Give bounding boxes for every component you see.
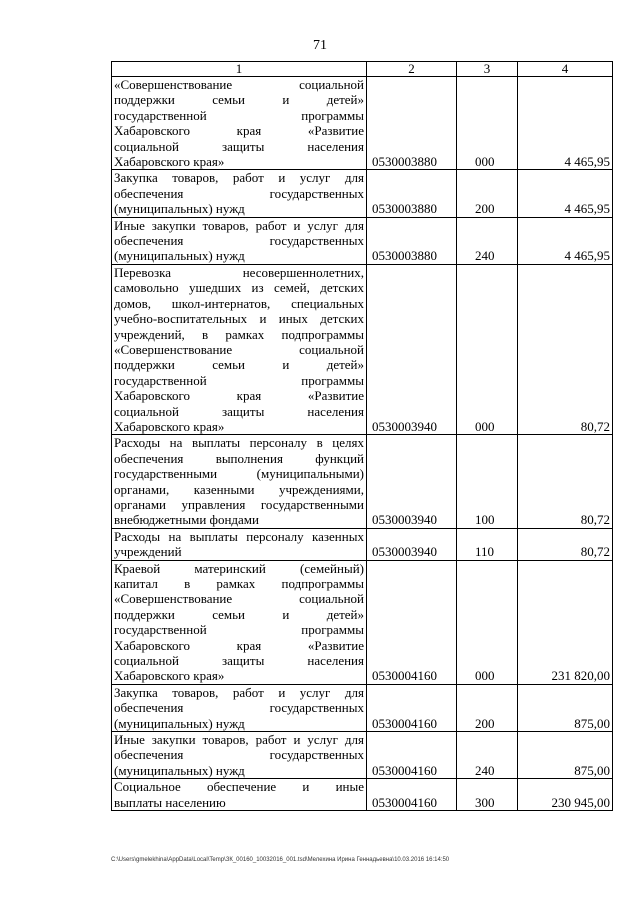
description-word: социальной <box>299 77 364 92</box>
row-expense-type: 200 <box>457 170 518 217</box>
description-line <box>114 280 364 295</box>
description-word: Хабаровского края» <box>114 154 225 170</box>
description-word: товаров, <box>172 684 219 700</box>
table-row <box>112 560 613 684</box>
row-amount: 875,00 <box>518 684 613 731</box>
description-word: работ <box>232 684 264 700</box>
description-word: управления <box>181 496 246 512</box>
description-word: семей, <box>273 280 310 296</box>
description-word: товаров, <box>172 170 219 186</box>
row-code: 0530004160 <box>367 684 457 731</box>
description-line <box>114 700 364 715</box>
description-word: для <box>344 732 364 748</box>
description-word: «Совершенствование <box>114 591 233 607</box>
description-word: и <box>282 357 290 373</box>
row-amount: 4 465,95 <box>518 77 613 170</box>
description-line <box>114 716 364 731</box>
description-word: услуг <box>307 732 338 748</box>
description-word: для <box>344 217 364 233</box>
description-word: услуг <box>299 170 331 186</box>
description-line <box>114 388 364 403</box>
description-word: «Совершенствование <box>114 77 233 92</box>
header-col-1: 1 <box>112 62 367 77</box>
description-word: Расходы <box>114 528 161 544</box>
description-line <box>114 529 364 544</box>
description-word: специальных <box>291 295 364 311</box>
row-expense-type: 000 <box>457 77 518 170</box>
description-word: программы <box>301 372 364 388</box>
row-amount: 4 465,95 <box>518 170 613 217</box>
description-word: государственных <box>269 747 364 763</box>
description-line <box>114 747 364 762</box>
description-word: в <box>184 576 191 591</box>
description-word: закупки <box>151 732 196 748</box>
row-code: 0530003940 <box>367 264 457 434</box>
row-code: 0530003880 <box>367 77 457 170</box>
row-code: 0530003940 <box>367 435 457 528</box>
description-word: иные <box>335 779 364 795</box>
description-line <box>114 779 364 794</box>
description-word: закупки <box>151 217 196 233</box>
description-word: поддержки <box>114 606 175 622</box>
description-word: государственных <box>269 700 364 716</box>
table-row <box>112 732 613 779</box>
description-line <box>114 653 364 668</box>
description-word: товаров, <box>202 217 249 233</box>
row-amount: 230 945,00 <box>518 779 613 811</box>
description-word: детей» <box>326 357 364 373</box>
row-expense-type: 300 <box>457 779 518 811</box>
row-code: 0530004160 <box>367 732 457 779</box>
description-word: Хабаровского края» <box>114 668 225 684</box>
description-line <box>114 170 364 185</box>
description-word: защиты <box>222 138 265 154</box>
description-word: услуг <box>299 684 331 700</box>
description-word: Иные <box>114 217 145 233</box>
description-line <box>114 311 364 326</box>
description-line <box>114 622 364 637</box>
description-word: (семейный) <box>300 560 364 576</box>
description-line <box>114 357 364 372</box>
description-line <box>114 419 364 434</box>
description-line <box>114 342 364 357</box>
description-word: социальной <box>114 653 179 669</box>
table-row <box>112 528 613 560</box>
description-word: ушедших <box>189 280 242 296</box>
row-description <box>112 732 367 779</box>
footer-file-path: C:\Users\gmelekhina\AppData\Local\Temp\ЗК_00160_10032016_001.tsd\Мелехина Ирина Геннадьевна\10.03.2016 16:14:50 <box>111 857 450 863</box>
description-word: Закупка <box>114 170 158 186</box>
description-line <box>114 373 364 388</box>
description-line <box>114 92 364 107</box>
description-word: (муниципальных) нужд <box>114 201 245 217</box>
description-word: несовершеннолетних, <box>242 264 364 280</box>
description-line <box>114 732 364 747</box>
description-word: органами, <box>114 481 170 497</box>
description-word: «Совершенствование <box>114 341 233 357</box>
description-line <box>114 186 364 201</box>
row-amount: 80,72 <box>518 435 613 528</box>
description-line <box>114 77 364 92</box>
description-word: рамках <box>216 576 256 591</box>
description-word: Хабаровского <box>114 637 191 653</box>
description-word: персоналу <box>249 435 307 451</box>
description-line <box>114 451 364 466</box>
description-word: материнский <box>194 560 266 576</box>
description-word: персоналу <box>246 528 304 544</box>
description-line <box>114 544 364 559</box>
description-word: «Развитие <box>307 637 364 653</box>
description-word: и <box>259 311 267 327</box>
description-line <box>114 139 364 154</box>
description-word: детей» <box>326 606 364 622</box>
row-expense-type: 000 <box>457 264 518 434</box>
description-word: социальной <box>114 403 179 419</box>
description-word: программы <box>301 622 364 638</box>
table-row <box>112 217 613 264</box>
description-line <box>114 154 364 169</box>
description-line <box>114 296 364 311</box>
row-description <box>112 217 367 264</box>
description-word: края <box>236 637 262 653</box>
description-word: казенных <box>312 528 364 544</box>
description-line <box>114 576 364 591</box>
description-line <box>114 763 364 778</box>
description-word: и <box>293 217 301 233</box>
description-word: Социальное <box>114 779 181 795</box>
table-row <box>112 684 613 731</box>
description-word: подпрограммы <box>281 326 364 342</box>
description-word: на <box>169 435 183 451</box>
row-expense-type: 240 <box>457 732 518 779</box>
header-col-4: 4 <box>518 62 613 77</box>
row-description <box>112 684 367 731</box>
table-row <box>112 779 613 811</box>
description-word: поддержки <box>114 357 175 373</box>
description-word: обеспечения <box>114 185 184 201</box>
description-word: работ <box>255 217 287 233</box>
description-word: социальной <box>114 138 179 154</box>
description-line <box>114 482 364 497</box>
description-word: государственной <box>114 107 207 123</box>
description-word: края <box>236 388 262 404</box>
description-word: государственных <box>269 233 364 249</box>
description-word: детских <box>320 280 364 296</box>
row-description <box>112 170 367 217</box>
description-word: социальной <box>299 591 364 607</box>
description-line <box>114 404 364 419</box>
description-word: населения <box>307 403 364 419</box>
description-word: государственной <box>114 622 207 638</box>
description-line <box>114 497 364 512</box>
description-word: из <box>251 280 264 296</box>
description-line <box>114 591 364 606</box>
description-word: учреждениями, <box>278 481 364 497</box>
description-line <box>114 123 364 138</box>
description-word: и <box>293 732 301 748</box>
description-line <box>114 512 364 527</box>
description-word: Перевозка <box>114 264 172 280</box>
row-amount: 231 820,00 <box>518 560 613 684</box>
description-word: Иные <box>114 732 145 748</box>
header-col-2: 2 <box>367 62 457 77</box>
table-row <box>112 77 613 170</box>
description-word: работ <box>232 170 264 186</box>
description-word: выплаты населению <box>114 794 226 810</box>
description-word: обеспечения <box>114 450 184 466</box>
row-code: 0530004160 <box>367 779 457 811</box>
row-description <box>112 435 367 528</box>
description-word: обеспечения <box>114 747 184 763</box>
description-word: обеспечения <box>114 700 184 716</box>
description-word: и <box>282 92 290 108</box>
description-line <box>114 466 364 481</box>
table-row <box>112 264 613 434</box>
description-word: в <box>316 435 323 451</box>
description-word: товаров, <box>202 732 249 748</box>
row-amount: 80,72 <box>518 528 613 560</box>
description-word: детских <box>320 311 364 327</box>
description-word: функций <box>315 450 364 466</box>
row-code: 0530003880 <box>367 170 457 217</box>
row-expense-type: 240 <box>457 217 518 264</box>
description-word: органами <box>114 496 167 512</box>
description-word: подпрограммы <box>281 576 364 591</box>
description-word: для <box>344 170 364 186</box>
description-word: семьи <box>212 357 246 373</box>
description-word: учреждений, <box>114 326 185 342</box>
description-word: иных <box>278 311 308 327</box>
description-line <box>114 218 364 233</box>
row-code: 0530003940 <box>367 528 457 560</box>
page-number: 71 <box>313 38 327 53</box>
description-line <box>114 108 364 123</box>
description-word: государственными <box>260 496 364 512</box>
description-word: самовольно <box>114 280 179 296</box>
description-line <box>114 668 364 683</box>
row-description <box>112 264 367 434</box>
description-word: услуг <box>307 217 338 233</box>
description-word: обеспечения <box>114 233 184 249</box>
budget-table <box>111 61 613 811</box>
description-word: государственными <box>114 466 218 482</box>
description-word: поддержки <box>114 92 175 108</box>
description-word: выплаты <box>191 435 241 451</box>
description-line <box>114 233 364 248</box>
description-line <box>114 685 364 700</box>
description-word: (муниципальных) нужд <box>114 248 245 264</box>
description-word: (муниципальными) <box>256 466 364 482</box>
description-word: Хабаровского <box>114 123 191 139</box>
description-word: для <box>344 684 364 700</box>
row-code: 0530004160 <box>367 560 457 684</box>
table-row <box>112 170 613 217</box>
row-expense-type: 110 <box>457 528 518 560</box>
description-word: внебюджетными фондами <box>114 512 259 528</box>
description-word: защиты <box>222 403 265 419</box>
description-word: Хабаровского края» <box>114 418 225 434</box>
description-line <box>114 638 364 653</box>
description-word: населения <box>307 653 364 669</box>
description-word: выполнения <box>215 450 283 466</box>
row-amount: 80,72 <box>518 264 613 434</box>
description-word: Краевой <box>114 560 161 576</box>
description-line <box>114 607 364 622</box>
table-header-row <box>112 62 613 77</box>
description-word: учебно-воспитательных <box>114 311 248 327</box>
row-description <box>112 779 367 811</box>
description-word: целях <box>332 435 364 451</box>
description-word: «Развитие <box>307 388 364 404</box>
row-amount: 875,00 <box>518 732 613 779</box>
description-line <box>114 327 364 342</box>
description-word: казенными <box>193 481 255 497</box>
description-word: и <box>278 684 286 700</box>
description-word: и <box>302 779 310 795</box>
description-word: обеспечение <box>206 779 277 795</box>
description-word: (муниципальных) нужд <box>114 715 245 731</box>
row-expense-type: 000 <box>457 560 518 684</box>
description-word: и <box>282 606 290 622</box>
description-word: на <box>168 528 182 544</box>
description-word: программы <box>301 107 364 123</box>
description-word: Закупка <box>114 684 158 700</box>
description-line <box>114 265 364 280</box>
description-word: детей» <box>326 92 364 108</box>
description-word: семьи <box>212 606 246 622</box>
description-word: домов, <box>114 295 151 311</box>
row-description <box>112 528 367 560</box>
description-word: и <box>278 170 286 186</box>
description-word: края <box>236 123 262 139</box>
description-word: школ-интернатов, <box>171 295 271 311</box>
row-expense-type: 100 <box>457 435 518 528</box>
description-word: (муниципальных) нужд <box>114 762 245 778</box>
row-expense-type: 200 <box>457 684 518 731</box>
header-col-3: 3 <box>457 62 518 77</box>
description-word: государственных <box>269 185 364 201</box>
description-word: капитал <box>114 576 158 591</box>
row-amount: 4 465,95 <box>518 217 613 264</box>
description-line <box>114 435 364 450</box>
description-word: семьи <box>212 92 246 108</box>
description-line <box>114 248 364 263</box>
row-description <box>112 77 367 170</box>
description-word: работ <box>255 732 287 748</box>
description-word: социальной <box>299 341 364 357</box>
description-word: выплаты <box>189 528 238 544</box>
table-row <box>112 435 613 528</box>
description-word: учреждений <box>114 544 182 560</box>
description-line <box>114 795 364 810</box>
description-word: Расходы <box>114 435 161 451</box>
description-word: в <box>202 326 209 342</box>
description-line <box>114 561 364 576</box>
description-word: «Развитие <box>307 123 364 139</box>
description-word: рамках <box>225 326 265 342</box>
description-line <box>114 201 364 216</box>
description-word: населения <box>307 138 364 154</box>
description-word: государственной <box>114 372 207 388</box>
description-word: Хабаровского <box>114 388 191 404</box>
description-word: защиты <box>222 653 265 669</box>
row-code: 0530003880 <box>367 217 457 264</box>
row-description <box>112 560 367 684</box>
